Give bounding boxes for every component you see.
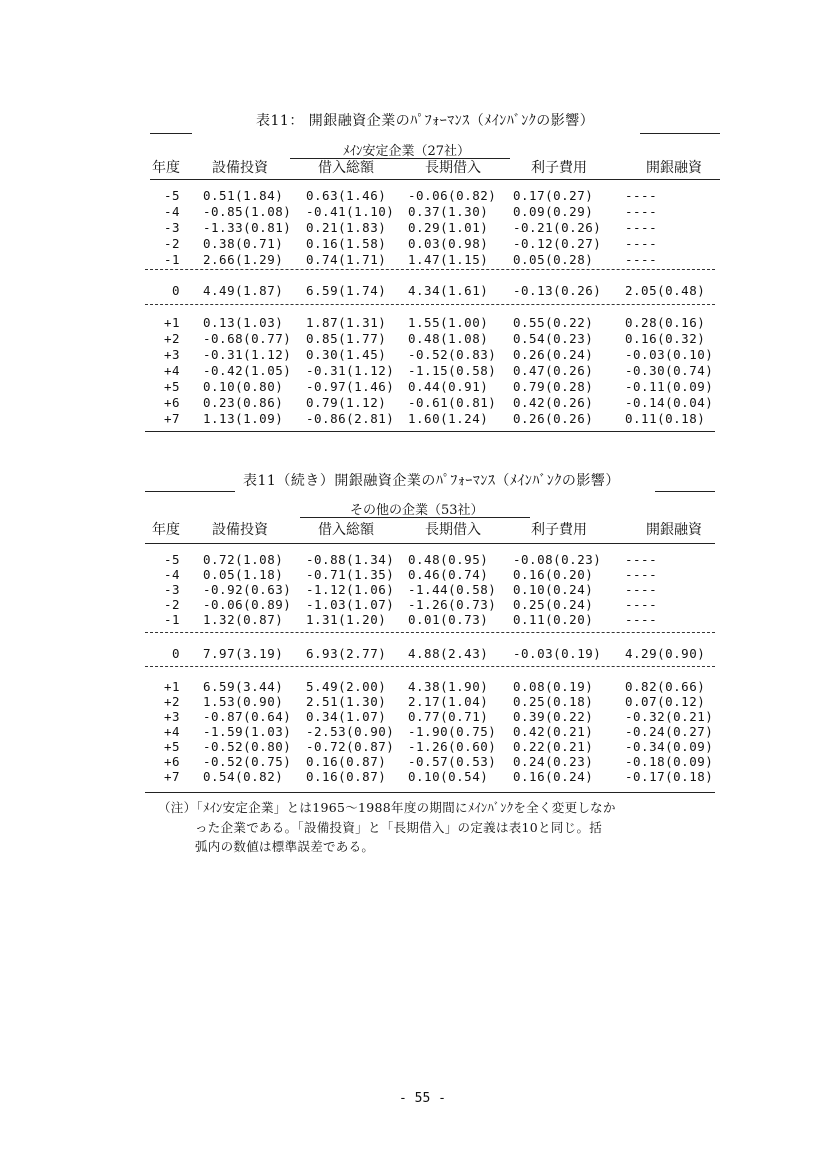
value-cell: 0.38(0.71) (203, 236, 284, 251)
year-cell: +5 (163, 379, 180, 394)
value-cell: -0.97(1.46) (306, 379, 395, 394)
value-cell: -1.03(1.07) (306, 597, 395, 612)
value-cell: ---- (625, 236, 658, 251)
table1-group-label: ﾒｲﾝ安定企業（27社） (343, 144, 471, 159)
year-cell: -5 (163, 552, 180, 567)
table1-divider-post (145, 304, 715, 305)
value-cell: -0.18(0.09) (625, 754, 714, 769)
value-cell: -1.90(0.75) (408, 724, 497, 739)
value-cell: -0.12(0.27) (513, 236, 602, 251)
table2-title: 表11（続き）開銀融資企業のﾊﾟﾌｫｰﾏﾝｽ（ﾒｲﾝﾊﾞﾝｸの影響） (243, 473, 620, 489)
value-cell: 4.38(1.90) (408, 679, 489, 694)
table1-header-4: 長期借入 (425, 160, 481, 176)
value-cell: 6.59(3.44) (203, 679, 284, 694)
value-cell: 0.21(1.83) (306, 220, 387, 235)
value-cell: -0.87(0.64) (203, 709, 292, 724)
value-cell: 0.42(0.26) (513, 395, 594, 410)
value-cell: 0.22(0.21) (513, 739, 594, 754)
value-cell: 0.77(0.71) (408, 709, 489, 724)
value-cell: 0.48(0.95) (408, 552, 489, 567)
year-cell: +7 (163, 769, 180, 784)
table2-header-rule-a (300, 517, 530, 518)
value-cell: 0.29(1.01) (408, 220, 489, 235)
value-cell: 0.54(0.23) (513, 331, 594, 346)
value-cell: -0.31(1.12) (203, 347, 292, 362)
value-cell: 0.25(0.24) (513, 597, 594, 612)
year-cell: +4 (163, 363, 180, 378)
table1-header-rule-a (290, 158, 510, 159)
value-cell: -0.31(1.12) (306, 363, 395, 378)
table2-header-2: 設備投資 (212, 522, 268, 538)
page-number: - 55 - (399, 1091, 446, 1106)
value-cell: 0.16(0.87) (306, 769, 387, 784)
value-cell: -1.59(1.03) (203, 724, 292, 739)
year-cell: +6 (163, 395, 180, 410)
year-cell: +1 (163, 315, 180, 330)
table2-divider-pre (145, 632, 715, 633)
value-cell: 0.16(0.20) (513, 567, 594, 582)
value-cell: 7.97(3.19) (203, 646, 284, 661)
value-cell: 4.88(2.43) (408, 646, 489, 661)
value-cell: -0.03(0.19) (513, 646, 602, 661)
value-cell: 4.34(1.61) (408, 283, 489, 298)
table2-header-3: 借入総額 (318, 522, 374, 538)
note-line-2: った企業である。「設備投資」と「長期借入」の定義は表10と同じ。括 (195, 820, 603, 835)
value-cell: ---- (625, 188, 658, 203)
value-cell: 0.05(1.18) (203, 567, 284, 582)
value-cell: 0.17(0.27) (513, 188, 594, 203)
value-cell: 0.24(0.23) (513, 754, 594, 769)
value-cell: 0.79(0.28) (513, 379, 594, 394)
table2-header-5: 利子費用 (531, 522, 587, 538)
year-cell: +7 (163, 411, 180, 426)
table2-title-rule (145, 491, 235, 492)
value-cell: 0.74(1.71) (306, 252, 387, 267)
value-cell: 1.60(1.24) (408, 411, 489, 426)
value-cell: -0.52(0.75) (203, 754, 292, 769)
value-cell: -0.24(0.27) (625, 724, 714, 739)
value-cell: -0.17(0.18) (625, 769, 714, 784)
table2-divider-post (145, 666, 715, 667)
value-cell: 0.44(0.91) (408, 379, 489, 394)
value-cell: -0.57(0.53) (408, 754, 497, 769)
year-cell: -1 (163, 252, 180, 267)
value-cell: -0.06(0.89) (203, 597, 292, 612)
value-cell: 0.16(0.24) (513, 769, 594, 784)
year-cell: -3 (163, 220, 180, 235)
value-cell: 1.32(0.87) (203, 612, 284, 627)
value-cell: 0.85(1.77) (306, 331, 387, 346)
value-cell: -1.26(0.60) (408, 739, 497, 754)
value-cell: ---- (625, 220, 658, 235)
year-cell: -1 (163, 612, 180, 627)
value-cell: 1.55(1.00) (408, 315, 489, 330)
year-cell: -2 (163, 597, 180, 612)
value-cell: 0.46(0.74) (408, 567, 489, 582)
table1-header-5: 利子費用 (531, 160, 587, 176)
value-cell: -0.85(1.08) (203, 204, 292, 219)
value-cell: 0.10(0.80) (203, 379, 284, 394)
value-cell: -0.11(0.09) (625, 379, 714, 394)
value-cell: 0.51(1.84) (203, 188, 284, 203)
table1-title: 表11： 開銀融資企業のﾊﾟﾌｫｰﾏﾝｽ（ﾒｲﾝﾊﾞﾝｸの影響） (256, 113, 595, 129)
table2-group-label: その他の企業（53社） (350, 503, 484, 518)
value-cell: 6.93(2.77) (306, 646, 387, 661)
value-cell: 2.05(0.48) (625, 283, 706, 298)
value-cell: -0.32(0.21) (625, 709, 714, 724)
value-cell: -0.68(0.77) (203, 331, 292, 346)
value-cell: -0.34(0.09) (625, 739, 714, 754)
table2-header-6: 開銀融資 (646, 522, 702, 538)
value-cell: -0.03(0.10) (625, 347, 714, 362)
value-cell: 1.53(0.90) (203, 694, 284, 709)
table2-header-rule-b (145, 543, 715, 544)
value-cell: -1.12(1.06) (306, 582, 395, 597)
value-cell: 0.23(0.86) (203, 395, 284, 410)
value-cell: 0.54(0.82) (203, 769, 284, 784)
value-cell: 6.59(1.74) (306, 283, 387, 298)
value-cell: 0.25(0.18) (513, 694, 594, 709)
value-cell: -0.21(0.26) (513, 220, 602, 235)
value-cell: -1.26(0.73) (408, 597, 497, 612)
year-cell: -2 (163, 236, 180, 251)
value-cell: 0.55(0.22) (513, 315, 594, 330)
value-cell: 0.28(0.16) (625, 315, 706, 330)
value-cell: 0.72(1.08) (203, 552, 284, 567)
value-cell: 4.49(1.87) (203, 283, 284, 298)
value-cell: 0.08(0.19) (513, 679, 594, 694)
value-cell: 0.13(1.03) (203, 315, 284, 330)
value-cell: 0.16(0.87) (306, 754, 387, 769)
value-cell: -0.41(1.10) (306, 204, 395, 219)
value-cell: 0.48(1.08) (408, 331, 489, 346)
value-cell: -0.42(1.05) (203, 363, 292, 378)
value-cell: 0.39(0.22) (513, 709, 594, 724)
year-cell: -3 (163, 582, 180, 597)
table1-bottom-rule (145, 431, 715, 432)
value-cell: 2.51(1.30) (306, 694, 387, 709)
value-cell: 1.47(1.15) (408, 252, 489, 267)
table1-title-rule (150, 133, 192, 134)
value-cell: -0.08(0.23) (513, 552, 602, 567)
value-cell: 0.16(0.32) (625, 331, 706, 346)
table1-header-1: 年度 (152, 160, 180, 176)
value-cell: -0.52(0.80) (203, 739, 292, 754)
value-cell: 0.34(1.07) (306, 709, 387, 724)
value-cell: 0.05(0.28) (513, 252, 594, 267)
value-cell: -0.13(0.26) (513, 283, 602, 298)
value-cell: 0.82(0.66) (625, 679, 706, 694)
year-cell: +2 (163, 331, 180, 346)
value-cell: 0.16(1.58) (306, 236, 387, 251)
value-cell: 0.11(0.20) (513, 612, 594, 627)
value-cell: 1.87(1.31) (306, 315, 387, 330)
value-cell: 0.11(0.18) (625, 411, 706, 426)
value-cell: ---- (625, 252, 658, 267)
table2-header-1: 年度 (152, 522, 180, 538)
value-cell: -0.14(0.04) (625, 395, 714, 410)
value-cell: 0.37(1.30) (408, 204, 489, 219)
value-cell: 0.47(0.26) (513, 363, 594, 378)
table1-header-2: 設備投資 (212, 160, 268, 176)
year-cell: +3 (163, 347, 180, 362)
value-cell: -2.53(0.90) (306, 724, 395, 739)
note-line-3: 弧内の数値は標準誤差である。 (195, 839, 375, 854)
value-cell: -0.71(1.35) (306, 567, 395, 582)
value-cell: 0.26(0.24) (513, 347, 594, 362)
value-cell: ---- (625, 204, 658, 219)
value-cell: -0.86(2.81) (306, 411, 395, 426)
value-cell: 0.63(1.46) (306, 188, 387, 203)
value-cell: 4.29(0.90) (625, 646, 706, 661)
value-cell: -1.44(0.58) (408, 582, 497, 597)
year-cell: -4 (163, 204, 180, 219)
value-cell: 0.01(0.73) (408, 612, 489, 627)
value-cell: -0.72(0.87) (306, 739, 395, 754)
year-cell: 0 (171, 646, 180, 661)
value-cell: -0.88(1.34) (306, 552, 395, 567)
year-cell: +2 (163, 694, 180, 709)
value-cell: 0.10(0.54) (408, 769, 489, 784)
year-cell: +6 (163, 754, 180, 769)
value-cell: -0.61(0.81) (408, 395, 497, 410)
table1-header-3: 借入総額 (318, 160, 374, 176)
value-cell: 0.30(1.45) (306, 347, 387, 362)
year-cell: -4 (163, 567, 180, 582)
table1-header-6: 開銀融資 (646, 160, 702, 176)
value-cell: 0.26(0.26) (513, 411, 594, 426)
value-cell: 0.03(0.98) (408, 236, 489, 251)
value-cell: -0.52(0.83) (408, 347, 497, 362)
value-cell: 0.07(0.12) (625, 694, 706, 709)
value-cell: 2.17(1.04) (408, 694, 489, 709)
value-cell: 0.09(0.29) (513, 204, 594, 219)
note-line-1: （注）「ﾒｲﾝ安定企業」とは1965～1988年度の期間にﾒｲﾝﾊﾞﾝｸを全く変更しなか (158, 800, 616, 815)
table1-title-rule-right (640, 133, 720, 134)
table1-divider-pre (145, 269, 715, 270)
value-cell: -0.06(0.82) (408, 188, 497, 203)
value-cell: ---- (625, 552, 658, 567)
value-cell: 0.79(1.12) (306, 395, 387, 410)
value-cell: ---- (625, 582, 658, 597)
value-cell: 1.13(1.09) (203, 411, 284, 426)
value-cell: ---- (625, 612, 658, 627)
value-cell: -0.30(0.74) (625, 363, 714, 378)
year-cell: -5 (163, 188, 180, 203)
table2-header-4: 長期借入 (425, 522, 481, 538)
value-cell: 2.66(1.29) (203, 252, 284, 267)
value-cell: 0.42(0.21) (513, 724, 594, 739)
value-cell: 1.31(1.20) (306, 612, 387, 627)
year-cell: +4 (163, 724, 180, 739)
year-cell: +5 (163, 739, 180, 754)
value-cell: -0.92(0.63) (203, 582, 292, 597)
year-cell: +1 (163, 679, 180, 694)
table1-header-rule-b (150, 179, 720, 180)
value-cell: -1.15(0.58) (408, 363, 497, 378)
year-cell: 0 (171, 283, 180, 298)
table2-title-rule-right (655, 491, 715, 492)
value-cell: 0.10(0.24) (513, 582, 594, 597)
value-cell: ---- (625, 597, 658, 612)
table2-bottom-rule (145, 792, 715, 793)
value-cell: -1.33(0.81) (203, 220, 292, 235)
year-cell: +3 (163, 709, 180, 724)
value-cell: ---- (625, 567, 658, 582)
value-cell: 5.49(2.00) (306, 679, 387, 694)
